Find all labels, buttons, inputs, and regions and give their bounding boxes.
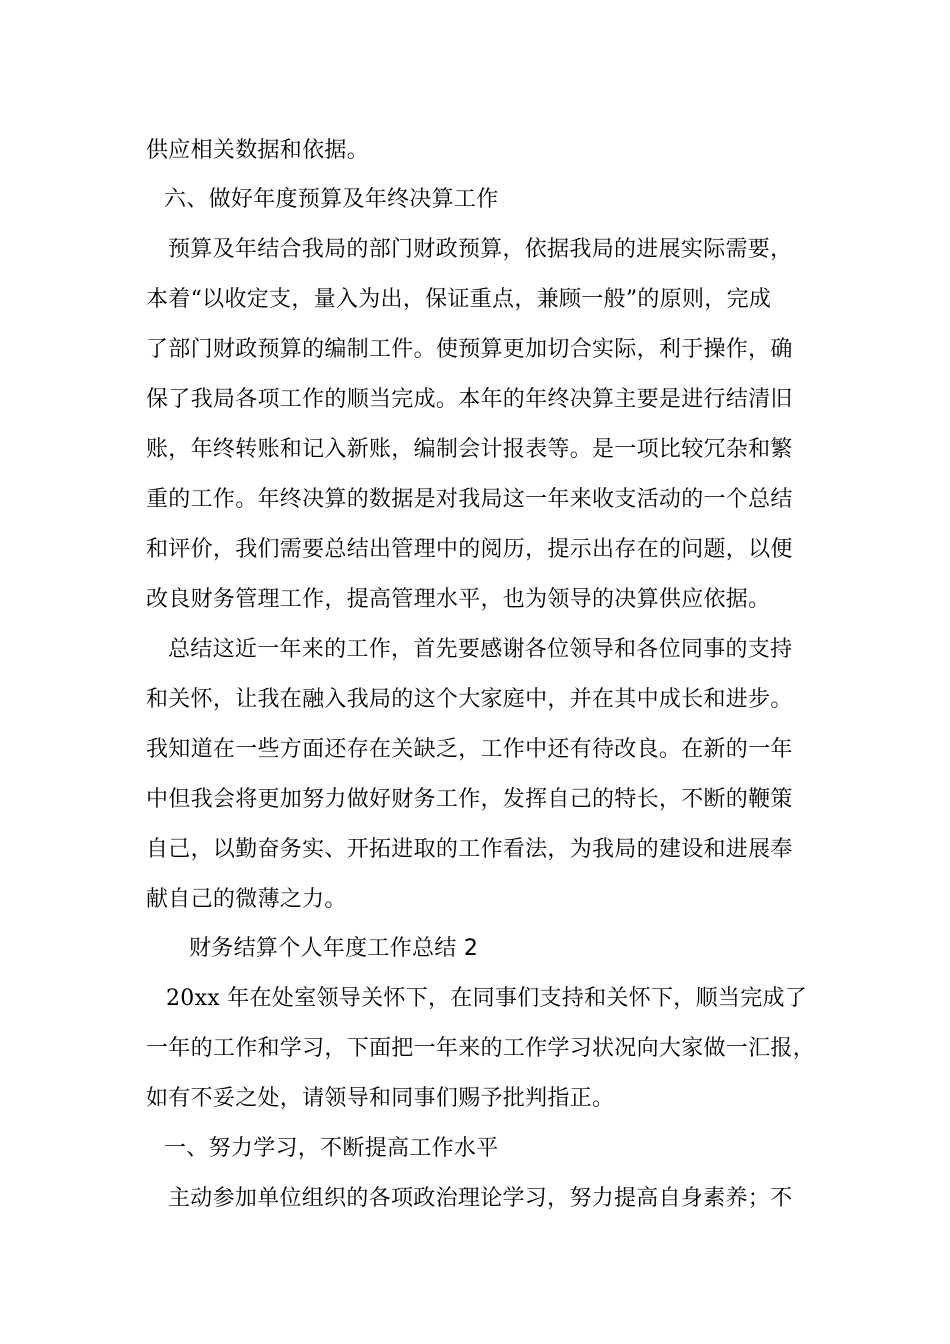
paragraph-line: 重的工作。年终决算的数据是对我局这一年来收支活动的一个总结 (146, 487, 793, 512)
paragraph-line: 和评价，我们需要总结出管理中的阅历，提示出存在的问题，以便 (146, 537, 793, 562)
paragraph-line: 总结这近一年来的工作，首先要感谢各位领导和各位同事的支持 (168, 637, 793, 662)
paragraph-line: 20xx 年在处室领导关怀下，在同事们支持和关怀下，顺当完成了 (166, 986, 808, 1011)
paragraph-line: 预算及年结合我局的部门财政预算，依据我局的进展实际需要， (168, 237, 793, 262)
paragraph-line: 自己，以勤奋务实、开拓进取的工作看法，为我局的建设和进展奉 (146, 837, 793, 862)
paragraph-line: 献自己的微薄之力。 (146, 887, 347, 912)
paragraph-line: 本着“以收定支，量入为出，保证重点，兼顾一般”的原则，完成 (146, 287, 772, 312)
paragraph-line: 一年的工作和学习，下面把一年来的工作学习状况向大家做一汇报， (146, 1036, 816, 1061)
paragraph-line: 账，年终转账和记入新账，编制会计报表等。是一项比较冗杂和繁 (146, 437, 793, 462)
paragraph-line: 我知道在一些方面还存在关缺乏，工作中还有待改良。在新的一年 (146, 737, 793, 762)
paragraph-line: 和关怀，让我在融入我局的这个大家庭中，并在其中成长和进步。 (146, 687, 793, 712)
section-heading: 一、努力学习，不断提高工作水平 (164, 1136, 499, 1161)
paragraph-line: 了部门财政预算的编制工件。使预算更加切合实际，利于操作，确 (146, 337, 793, 362)
paragraph-line: 供应相关数据和依据。 (146, 138, 370, 163)
paragraph-line: 中但我会将更加努力做好财务工作，发挥自己的特长，不断的鞭策 (146, 787, 793, 812)
paragraph-line: 保了我局各项工作的顺当完成。本年的年终决算主要是进行结清旧 (146, 387, 793, 412)
paragraph-line: 主动参加单位组织的各项政治理论学习，努力提高自身素养；不 (168, 1186, 793, 1211)
document-title: 财务结算个人年度工作总结 2 (189, 936, 479, 961)
paragraph-line: 如有不妥之处，请领导和同事们赐予批判指正。 (146, 1086, 615, 1111)
section-heading: 六、做好年度预算及年终决算工作 (164, 187, 499, 212)
paragraph-line: 改良财务管理工作，提高管理水平，也为领导的决算供应依据。 (146, 587, 771, 612)
